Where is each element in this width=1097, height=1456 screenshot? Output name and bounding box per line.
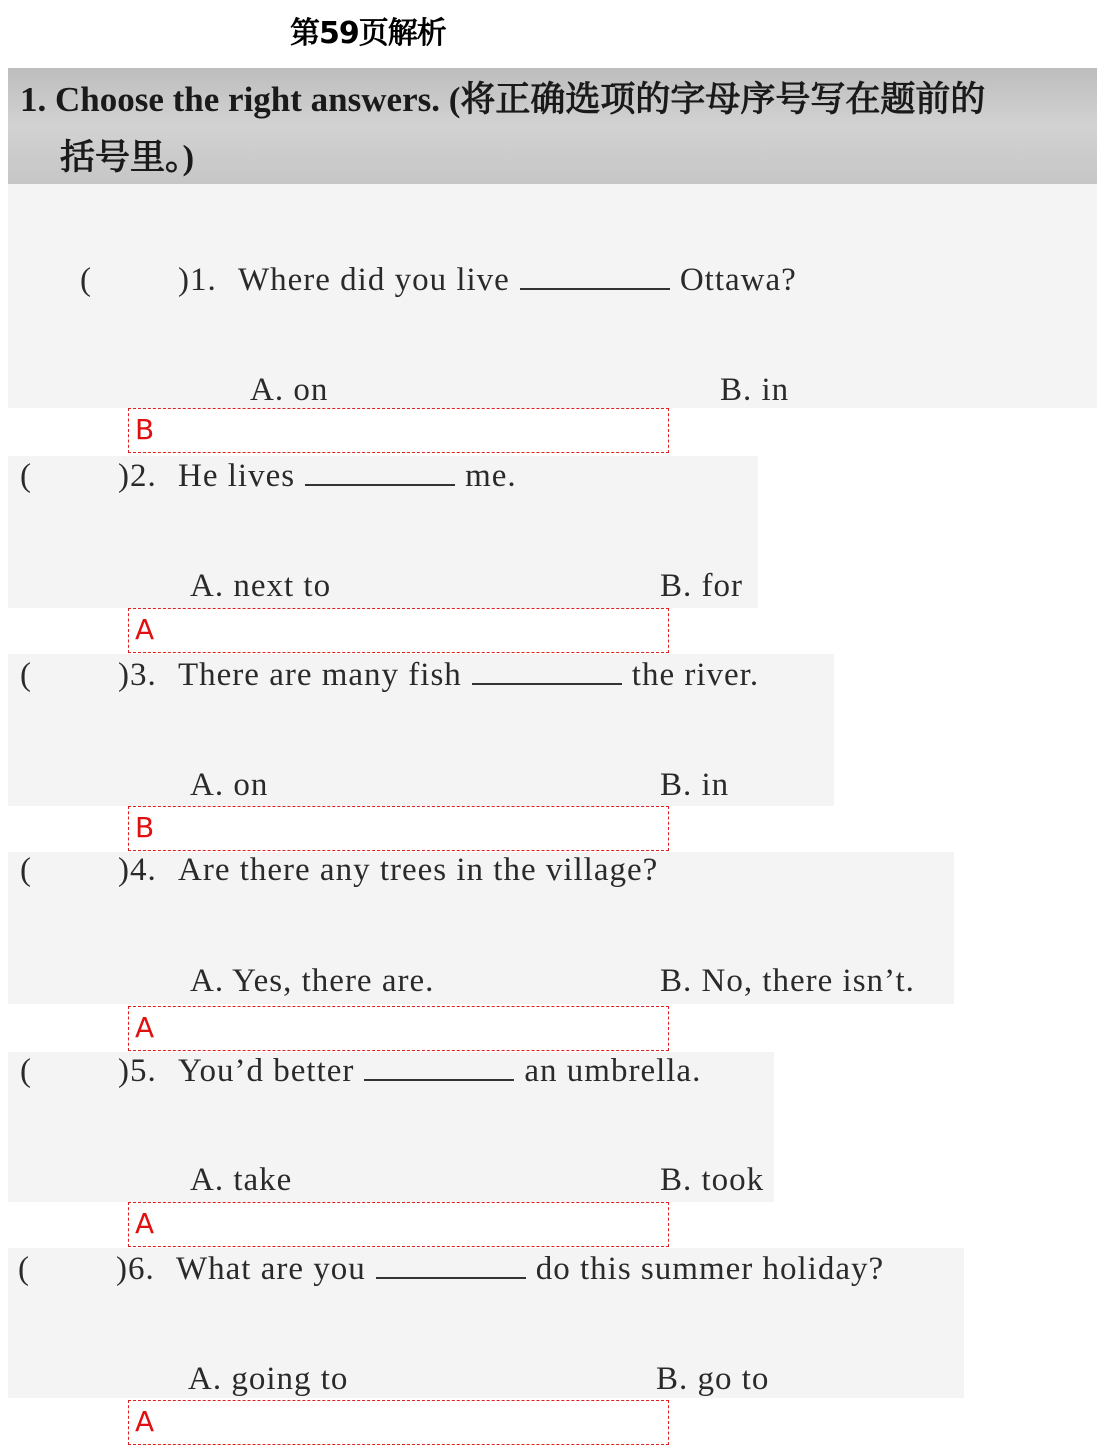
answer-box <box>128 608 669 653</box>
answer-paren-open: ( <box>20 852 32 888</box>
answer-text: A <box>135 1011 155 1044</box>
answer-paren-open: ( <box>20 458 32 494</box>
question-text: There are many fish <box>178 657 462 693</box>
question-text-after: an umbrella. <box>524 1053 702 1089</box>
answer-paren-close: ) <box>118 1053 130 1089</box>
option-a: A. on <box>250 372 329 408</box>
question-text: Are there any trees in the village? <box>178 852 659 888</box>
option-b: B. in <box>720 372 790 408</box>
answer-text: B <box>135 413 155 446</box>
question-number: 1. <box>190 262 217 298</box>
question-4-line <box>20 852 658 889</box>
option-b: B. took <box>660 1162 765 1198</box>
answer-box <box>128 1006 669 1051</box>
question-1-line <box>80 260 797 299</box>
option-b: B. go to <box>656 1361 770 1397</box>
question-5-line <box>20 1051 701 1090</box>
answer-paren-open: ( <box>20 1053 32 1089</box>
answer-box <box>128 806 669 851</box>
answer-blank <box>305 456 455 486</box>
answer-text: A <box>135 613 155 646</box>
option-b: B. No, there isn’t. <box>660 963 915 999</box>
option-a: A. on <box>190 767 269 803</box>
answer-paren-close: ) <box>118 458 130 494</box>
answer-text: A <box>135 1405 155 1438</box>
answer-blank <box>520 260 670 290</box>
answer-box <box>128 1202 669 1247</box>
question-text: You’d better <box>178 1053 355 1089</box>
question-text: He lives <box>178 458 296 494</box>
answer-text: A <box>135 1207 155 1240</box>
question-number: 2. <box>130 458 157 494</box>
answer-blank <box>376 1249 526 1279</box>
answer-paren-open: ( <box>20 657 32 693</box>
answer-blank <box>472 655 622 685</box>
answer-paren-close: ) <box>118 657 130 693</box>
option-a: A. Yes, there are. <box>190 963 435 999</box>
question-text: Where did you live <box>238 262 510 298</box>
question-number: 3. <box>130 657 157 693</box>
question-number: 5. <box>130 1053 157 1089</box>
question-number: 4. <box>130 852 157 888</box>
section-heading-line2: 括号里。) <box>60 138 195 177</box>
question-text-after: Ottawa? <box>679 262 797 298</box>
option-a: A. going to <box>188 1361 349 1397</box>
question-3-line <box>20 655 759 694</box>
answer-paren-close: ) <box>118 852 130 888</box>
answer-paren-open: ( <box>18 1251 30 1287</box>
option-a: A. next to <box>190 568 332 604</box>
answer-box <box>128 408 669 453</box>
option-b: B. in <box>660 767 730 803</box>
option-a: A. take <box>190 1162 293 1198</box>
answer-blank <box>364 1051 514 1081</box>
section-heading-line1: 1. Choose the right answers. (将正确选项的字母序号写在题前的 <box>20 80 986 119</box>
page-title: 第59页解析 <box>290 16 446 51</box>
question-text-after: do this summer holiday? <box>535 1251 885 1287</box>
option-b: B. for <box>660 568 743 604</box>
answer-text: B <box>135 811 155 844</box>
answer-box <box>128 1400 669 1445</box>
question-number: 6. <box>128 1251 155 1287</box>
answer-paren-close: ) <box>178 262 190 298</box>
question-6-line <box>18 1249 884 1288</box>
question-text: What are you <box>176 1251 366 1287</box>
question-text-after: me. <box>465 458 517 494</box>
answer-paren-open: ( <box>80 262 92 298</box>
question-2-line <box>20 456 517 495</box>
question-text-after: the river. <box>631 657 760 693</box>
answer-paren-close: ) <box>116 1251 128 1287</box>
